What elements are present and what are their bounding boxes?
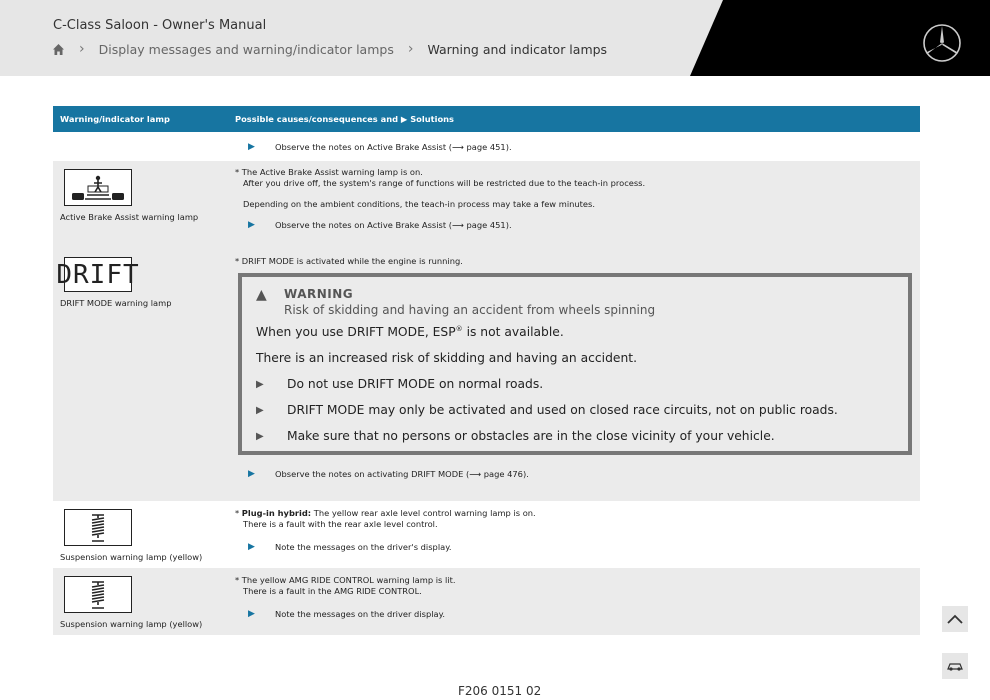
- figure-id: F206 0151 02: [458, 684, 542, 698]
- table-row: [53, 249, 920, 501]
- action-text[interactable]: Observe the notes on Active Brake Assist (⟶ page 451).: [275, 220, 512, 230]
- warning-triangle-icon: ▲: [256, 287, 267, 303]
- table-row: [53, 568, 920, 635]
- column-header-causes: Possible causes/consequences and ▶ Solutions: [228, 106, 920, 132]
- action-item: [248, 469, 913, 479]
- action-item: [248, 542, 913, 552]
- chevron-right-icon: ›: [407, 41, 414, 57]
- drift-lamp-text: DRIFT: [56, 259, 140, 290]
- action-triangle-icon: ▶: [248, 469, 255, 480]
- list-triangle-icon: ▶: [256, 379, 264, 391]
- table-row: [53, 161, 920, 249]
- list-triangle-icon: ▶: [256, 431, 264, 443]
- cause-text: * The Active Brake Assist warning lamp is on.: [235, 167, 423, 177]
- action-text[interactable]: Observe the notes on activating DRIFT MODE (⟶ page 476).: [275, 469, 529, 480]
- active-brake-assist-icon: [64, 169, 132, 206]
- chevron-right-icon: ›: [79, 41, 85, 57]
- cause-text: * DRIFT MODE is activated while the engine is running.: [235, 256, 463, 266]
- suspension-spring-icon: [64, 576, 132, 613]
- table-row: [53, 501, 920, 568]
- lamp-label: Suspension warning lamp (yellow): [60, 619, 203, 629]
- lamp-label: Suspension warning lamp (yellow): [60, 552, 203, 562]
- vehicle-view-button[interactable]: [942, 653, 968, 679]
- breadcrumb: [52, 41, 607, 57]
- action-item: [248, 609, 913, 619]
- lamp-label: Active Brake Assist warning lamp: [60, 212, 199, 222]
- cause-text: There is a fault with the rear axle level control.: [243, 519, 438, 529]
- table-row: [53, 132, 920, 161]
- warning-lamps-table: [53, 106, 920, 635]
- action-triangle-icon: ▶: [248, 609, 255, 619]
- lamp-label: DRIFT MODE warning lamp: [60, 298, 172, 308]
- action-text[interactable]: Note the messages on the driver's display.: [275, 542, 452, 552]
- cause-text: There is a fault in the AMG RIDE CONTROL.: [243, 586, 422, 596]
- breadcrumb-current: Warning and indicator lamps: [427, 41, 608, 57]
- warning-title: WARNING: [284, 287, 354, 301]
- warning-list-item: ▶ DRIFT MODE may only be activated and used on closed race circuits, not on public roads.: [256, 403, 838, 418]
- cause-text: After you drive off, the system's range of functions will be restricted due to the teach-in process.: [243, 178, 646, 188]
- warning-list-item: ▶ Make sure that no persons or obstacles are in the close vicinity of your vehicle.: [256, 429, 775, 444]
- action-triangle-icon: ▶: [248, 141, 255, 152]
- home-icon[interactable]: [52, 43, 65, 56]
- warning-subtitle: Risk of skidding and having an accident from wheels spinning: [284, 303, 656, 317]
- action-item: [248, 220, 913, 230]
- scroll-top-button[interactable]: [942, 606, 968, 632]
- warning-text: There is an increased risk of skidding and having an accident.: [256, 351, 637, 366]
- action-text[interactable]: Note the messages on the driver display.: [275, 609, 445, 619]
- action-triangle-icon: ▶: [248, 220, 255, 230]
- mercedes-star-icon[interactable]: [922, 23, 962, 63]
- action-item: [248, 142, 913, 152]
- cause-text: * Plug-in hybrid: The yellow rear axle level control warning lamp is on.: [235, 508, 536, 518]
- chevron-up-icon: [947, 614, 963, 624]
- action-text[interactable]: Observe the notes on Active Brake Assist (⟶ page 451).: [275, 141, 512, 152]
- column-header-lamp: Warning/indicator lamp: [53, 106, 228, 132]
- warning-list-item: ▶ Do not use DRIFT MODE on normal roads.: [256, 377, 544, 392]
- warning-text: When you use DRIFT MODE, ESP® is not available.: [256, 325, 564, 340]
- breadcrumb-display-messages[interactable]: Display messages and warning/indicator lamps: [98, 41, 394, 57]
- warning-box: [238, 273, 912, 455]
- lamp-cell: [53, 132, 228, 161]
- drift-mode-icon: [56, 257, 140, 292]
- manual-title: C-Class Saloon - Owner's Manual: [53, 18, 267, 33]
- suspension-spring-icon: [64, 509, 132, 546]
- cause-text: Depending on the ambient conditions, the teach-in process may take a few minutes.: [243, 199, 595, 209]
- car-glasses-icon: [946, 660, 964, 672]
- cause-text: * The yellow AMG RIDE CONTROL warning lamp is lit.: [235, 575, 456, 585]
- table-header-row: [53, 106, 920, 132]
- list-triangle-icon: ▶: [256, 405, 264, 417]
- action-triangle-icon: ▶: [248, 542, 255, 552]
